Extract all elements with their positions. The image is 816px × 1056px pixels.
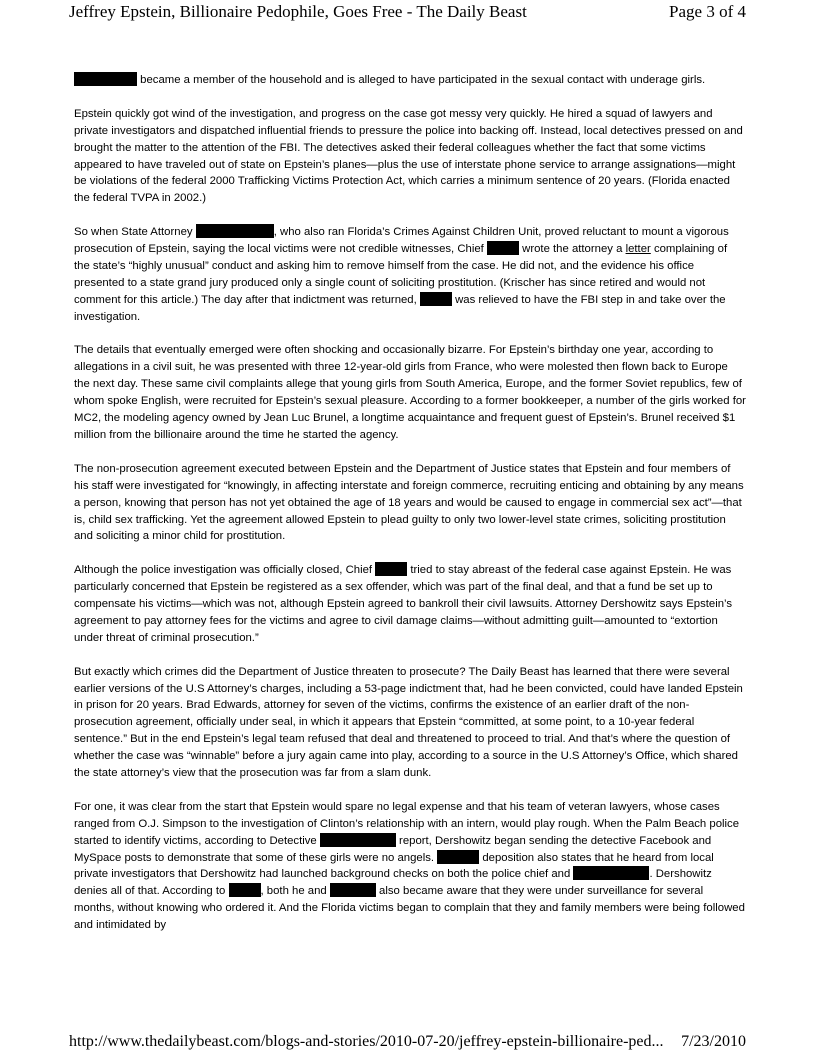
redaction-box [420,292,452,306]
page-footer [0,1030,816,1056]
paragraph-5: The non-prosecution agreement executed between Epstein and the Department of Justice states that Epstein and four members of his staff were investigated for “knowingly, in affecting interstate and foreign commerce, recruiting enticing and obtaining by any means a person, knowing that person has not yet obtained the age of 18 years and would be caused to engage in commercial sex act”—that is, child sex trafficking. Yet the agreement allowed Epstein to plead guilty to only two lower-level state crimes, soliciting prostitution and soliciting a minor child for prostitution. [74,462,744,543]
redaction-box [74,72,137,86]
source-url[interactable]: http://www.thedailybeast.com/blogs-and-stories/2010-07-20/jeffrey-epstein-billionaire-ped... [69,1033,664,1050]
redaction-box [487,241,519,255]
redaction-box [573,866,649,880]
paragraph-8: For one, it was clear from the start that Epstein would spare no legal expense and that his team of veteran lawyers, whose cases ranged from O.J. Simpson to the investigation of Clinton’s relationship with an intern, would play rough. When the Palm Beach police started to identify victims, according to Detective report, Dershowitz began sending the detective Facebook and MySpace posts to demonstrate that some of these girls were no angels. deposition also states that he heard from local private investigators that Dershowitz had launched background checks on both the police chief and . Dershowitz denies all of that. According to , both he and also became aware that they were under surveillance for several months, without knowing who ordered it. And the Florida victims began to complain that they and family members were being followed and intimidated by [74,800,745,932]
letter-link[interactable]: letter [625,243,651,256]
redaction-box [330,883,376,897]
redaction-box [320,833,396,847]
redaction-box [229,883,261,897]
page-number: Page 3 of 4 [669,2,746,21]
page-header [0,0,816,24]
redaction-box [437,850,479,864]
paragraph-4: The details that eventually emerged were often shocking and occasionally bizarre. For Epstein’s birthday one year, according to allegations in a civil suit, he was presented with three 12-year-old girls from France, who were molested then flown back to Europe the next day. These same civil complaints allege that young girls from South America, Europe, and the former Soviet republics, few of whom spoke English, were recruited for Epstein’s sexual pleasure. According to a former bookkeeper, a number of the girls worked for MC2, the modeling agency owned by Jean Luc Brunel, a longtime acquaintance and frequent guest of Epstein’s. Brunel received $1 million from the billionaire around the time he started the agency. [74,344,746,441]
article-body [74,72,746,951]
paragraph-1: became a member of the household and is alleged to have participated in the sexual contact with underage girls. [74,72,746,89]
print-date: 7/23/2010 [681,1033,746,1050]
paragraph-3: So when State Attorney , who also ran Florida’s Crimes Against Children Unit, proved reluctant to mount a vigorous prosecution of Epstein, saying the local victims were not credible witnesses, Chief wrote the attorney a letter complaining of the state’s “highly unusual” conduct and asking him to remove himself from the case. He did not, and the evidence his office presented to a state grand jury produced only a single count of soliciting prostitution. (Krischer has since retired and would not comment for this article.) The day after that indictment was returned, was relieved to have the FBI step in and take over the investigation. [74,226,729,323]
paragraph-6: Although the police investigation was officially closed, Chief tried to stay abreast of the federal case against Epstein. He was particularly concerned that Epstein be registered as a sex offender, which was part of the final deal, and that a fund be set up to compensate his victims—which was not, although Epstein agreed to bankroll their civil lawsuits. Attorney Dershowitz says Epstein’s agreement to pay attorney fees for the victims and agree to civil damage claims—without admitting guilt—amounted to “extortion under threat of criminal prosecution.” [74,564,733,644]
document-title: Jeffrey Epstein, Billionaire Pedophile, Goes Free - The Daily Beast [69,2,527,21]
paragraph-2: Epstein quickly got wind of the investigation, and progress on the case got messy very quickly. He hired a squad of lawyers and private investigators and dispatched influential friends to pressure the police into backing off. Instead, local detectives pressed on and brought the matter to the attention of the FBI. The detectives asked their federal colleagues whether the fact that some victims appeared to have traveled out of state on Epstein’s planes—plus the use of interstate phone service to arrange assignations—might be violations of the federal 2000 Trafficking Victims Protection Act, which carries a minimum sentence of 20 years. (Florida enacted the federal TVPA in 2002.) [74,107,743,205]
paragraph-7: But exactly which crimes did the Department of Justice threaten to prosecute? The Daily Beast has learned that there were several earlier versions of the U.S Attorney’s charges, including a 53-page indictment that, had he been convicted, could have landed Epstein in prison for 20 years. Brad Edwards, attorney for seven of the victims, confirms the existence of an earlier draft of the non-prosecution agreement, officially under seal, in which it appears that Epstein “committed, at some point, to a 10-year federal sentence.” But in the end Epstein’s legal team refused that deal and threatened to proceed to trial. And that’s where the question of whether the case was “winnable” before a jury again came into play, according to a source in the U.S Attorney’s Office, which shared the state attorney’s view that the prosecution was far from a slam dunk. [74,665,743,780]
redaction-box [196,224,274,238]
redaction-box [375,562,407,576]
